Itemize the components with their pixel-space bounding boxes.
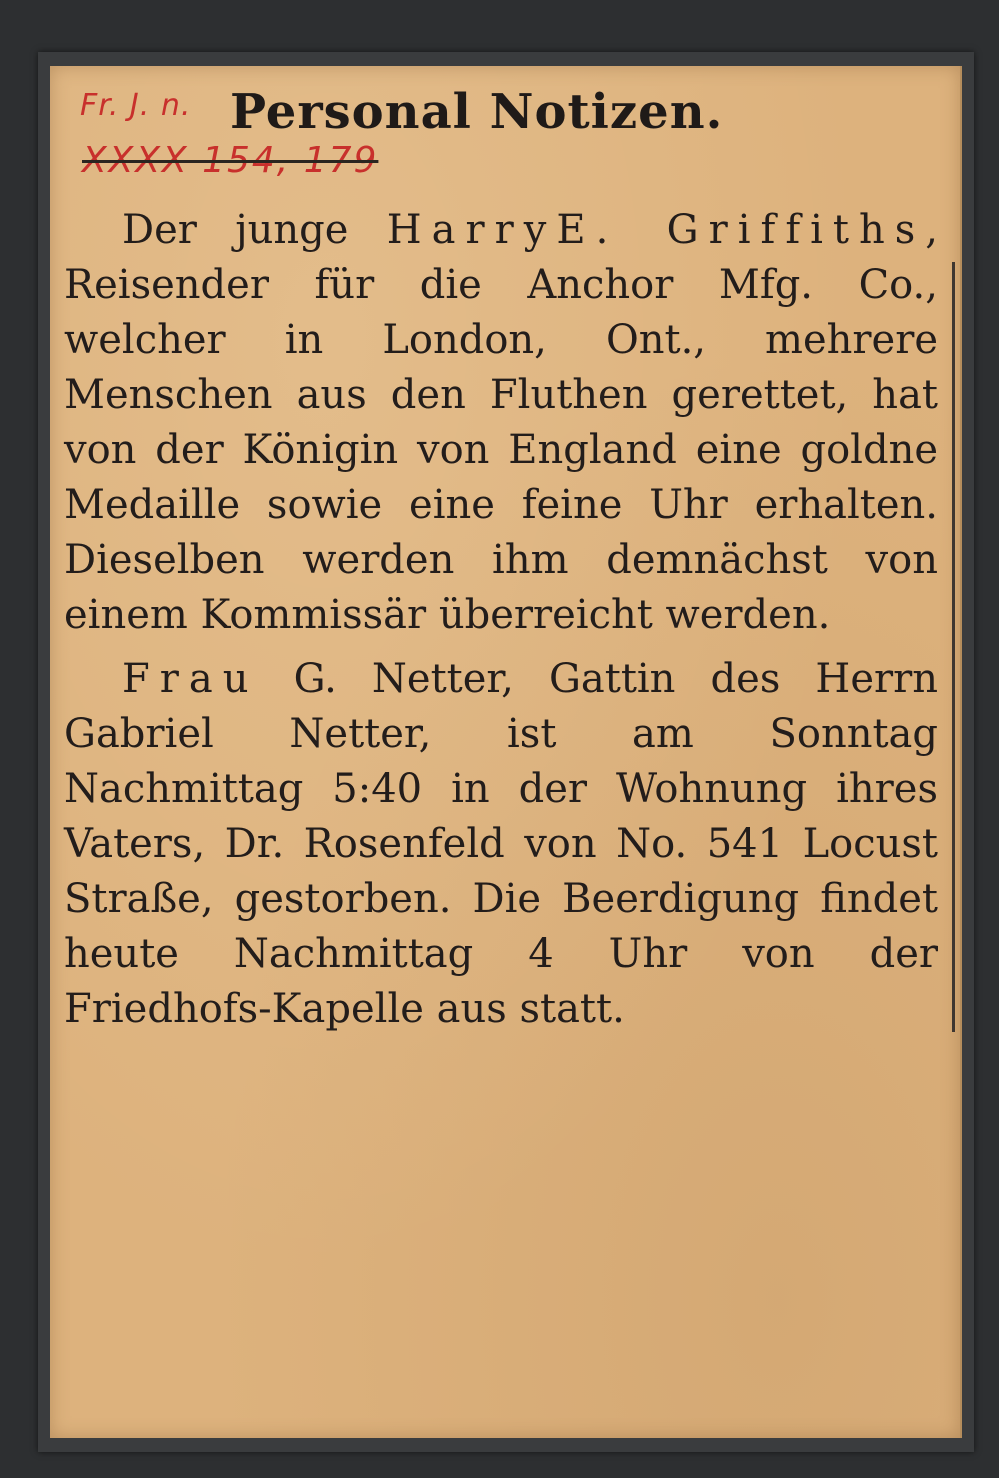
column-rule	[952, 262, 955, 1032]
handwritten-note: Fr. J. n.	[80, 88, 192, 123]
article-title: Personal Notizen.	[230, 84, 724, 140]
article-paragraph-2	[64, 652, 938, 1037]
person-name-frau: Frau	[122, 656, 259, 702]
paragraph-1-lead: Der junge	[122, 207, 387, 253]
person-name-griffiths: HarryE. Griffiths	[386, 207, 926, 253]
paragraph-2-text: G. Netter, Gattin des Herrn Gabriel Netter, ist am Sonntag Nachmittag 5:40 in der Wohnung ihres Vaters, Dr. Rosenfeld von No. 541 Locust Straße, gestorben. Die Beerdigung findet heute Nachmittag 4 Uhr von der Friedhofs-Kapelle aus statt.	[64, 656, 938, 1032]
handwritten-call-number: XXXX 154, 179	[82, 140, 379, 181]
paragraph-1-text: , Reisender für die Anchor Mfg. Co., welcher in London, Ont., mehrere Menschen aus den Fluthen gerettet, hat von der Königin von England eine goldne Medaille sowie eine feine Uhr erhalten. Dieselben werden ihm demnächst von einem Kommissär überreicht werden.	[64, 207, 938, 638]
article-paragraph-1	[64, 203, 938, 643]
